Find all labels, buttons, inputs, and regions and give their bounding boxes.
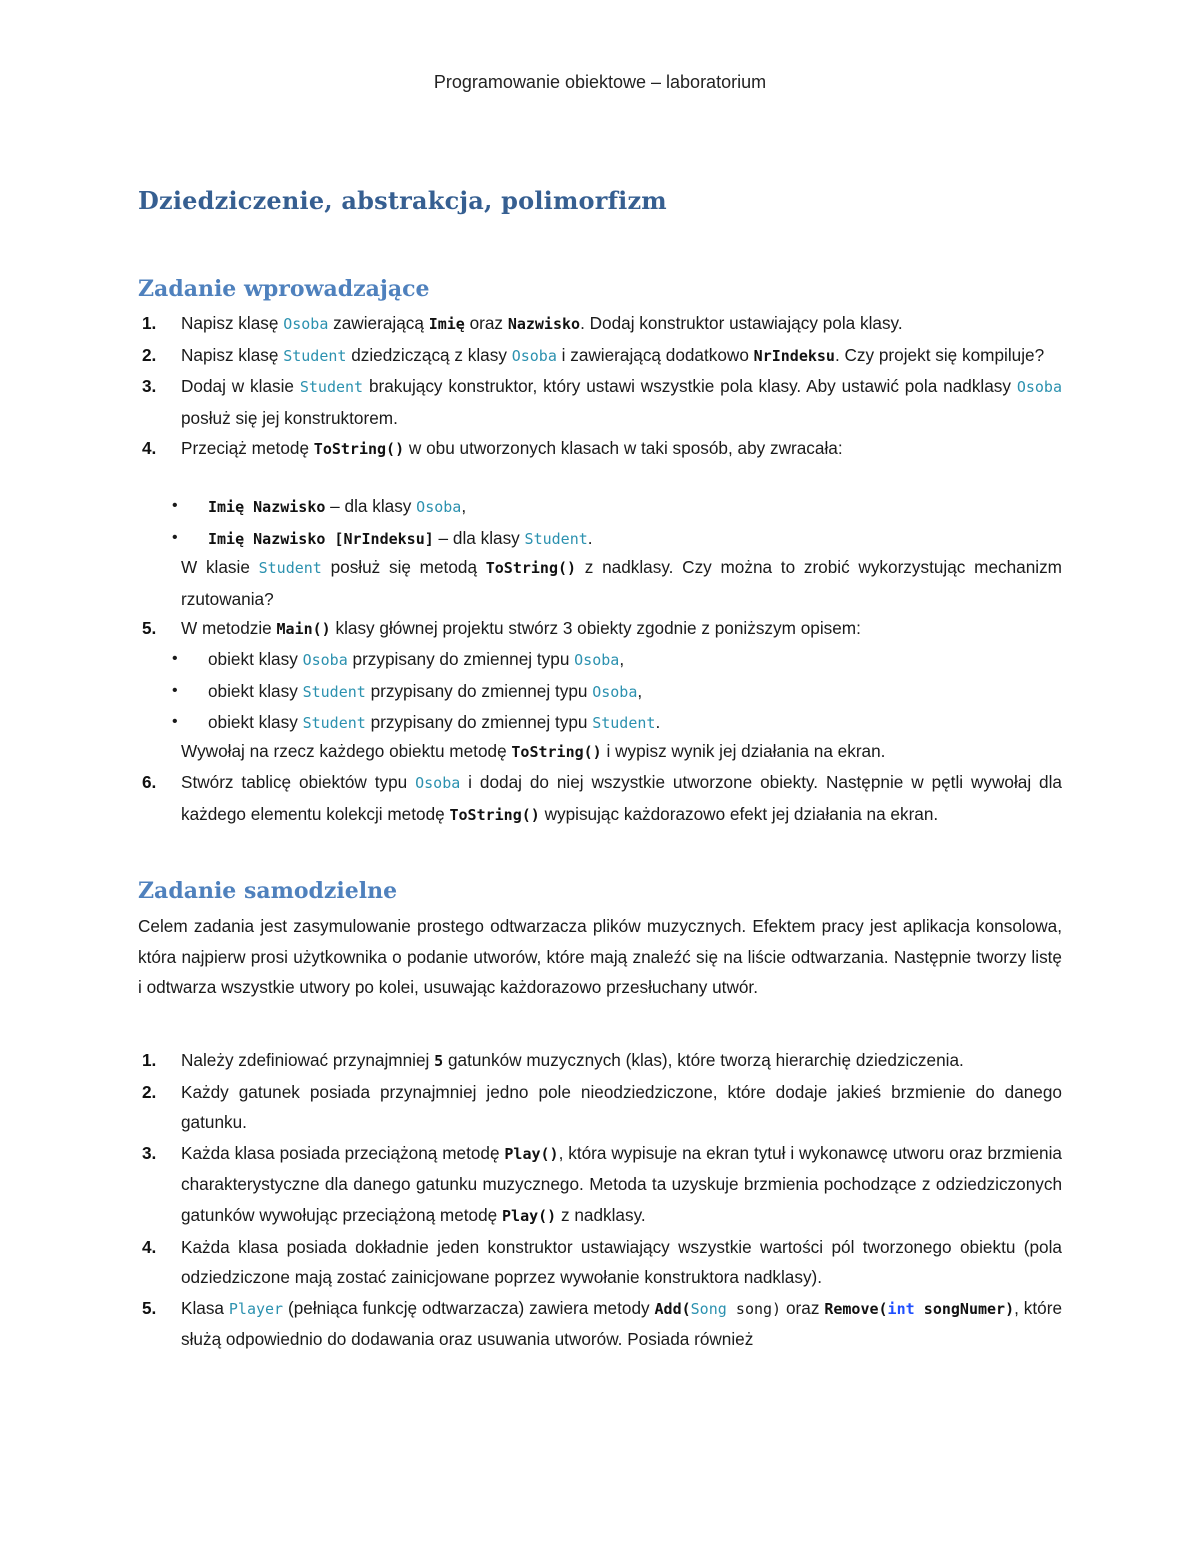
bullet-item [138, 676, 1062, 708]
bullet-item [138, 523, 1062, 555]
text: zawierającą [328, 313, 429, 333]
item-number: 3. [142, 376, 157, 397]
item-number: 1. [142, 313, 157, 333]
item-number: 4. [142, 1236, 157, 1257]
code-method-name: Main() [276, 620, 331, 638]
text: – dla klasy [433, 527, 525, 548]
code-method-name: ToString() [511, 743, 602, 761]
intro-task-list-cont [138, 613, 1062, 645]
paragraph-continuation [138, 736, 1062, 768]
bullet-dot: • [172, 650, 178, 667]
text: obiekt klasy [208, 712, 303, 733]
bullet-dot: • [172, 497, 178, 514]
text: Przeciąż metodę [181, 438, 314, 459]
text: W klasie [181, 557, 259, 577]
code-method-name: Add( [654, 1299, 691, 1318]
code-class-name: Student [258, 559, 322, 577]
bullet-list [138, 644, 1062, 739]
text: z nadklasy. Czy można to zrobić wykorzystując mechanizm rzutowania? [181, 557, 1062, 609]
text: obiekt klasy [208, 649, 303, 669]
bullet-dot: • [172, 713, 178, 731]
text: posłuż się jej konstruktorem. [181, 407, 398, 428]
item-number: 5. [142, 618, 157, 638]
code-class-name: Student [283, 346, 347, 365]
code-class-name: Osoba [416, 498, 462, 516]
section-heading-own-task: Zadanie samodzielne [138, 878, 398, 904]
text: posłuż się metodą [321, 557, 486, 577]
item-number: 6. [142, 772, 157, 792]
code-class-name: Student [524, 529, 588, 548]
code-class-name: Player [228, 1299, 284, 1318]
text: i zawierającą dodatkowo [556, 344, 754, 365]
text: Każda klasa posiada przeciążoną metodę [181, 1142, 505, 1163]
bullet-list [138, 491, 1062, 554]
list-item [138, 433, 1062, 465]
list-item [138, 613, 1062, 645]
text: Klasa [181, 1297, 229, 1318]
text: (pełniąca funkcję odtwarzacza) zawiera metody [283, 1297, 655, 1318]
code-param: song) [726, 1299, 782, 1318]
paragraph-continuation [138, 552, 1062, 614]
text: przypisany do zmiennej typu [365, 712, 593, 733]
section-intro-paragraph: Celem zadania jest zasymulowanie prostego odtwarzacza plików muzycznych. Efektem pracy jest aplikacja konsolowa, która najpierw prosi użytkownika o podanie utworów, które mają znaleźć się na liście odtwarzania. Następnie tworzy listę i odtwarza wszystkie utwory po kolei, usuwając każdorazowo przesłuchany utwór. [138, 916, 1062, 998]
text: , które służą odpowiednio do dodawania oraz usuwania utworów. Posiada również [181, 1297, 1062, 1350]
code-number: 5 [434, 1052, 444, 1070]
code-class-name: Osoba [1016, 378, 1062, 397]
list-item [138, 1138, 1062, 1232]
text: Dodaj w klasie [181, 376, 300, 397]
list-item [138, 1293, 1062, 1355]
text: Należy zdefiniować przynajmniej [181, 1050, 435, 1070]
item-number: 4. [142, 438, 157, 459]
bullet-item [138, 491, 1062, 523]
code-method-name: ToString() [485, 559, 577, 577]
item-number: 2. [142, 344, 157, 365]
text: Napisz klasę [181, 344, 284, 365]
text: gatunków muzycznych (klas), które tworzą hierarchię dziedziczenia. [443, 1050, 964, 1070]
text: Stwórz tablicę obiektów typu [181, 772, 416, 792]
code-class-name: Student [592, 714, 656, 733]
text: – dla klasy [325, 496, 417, 516]
code-class-name: Student [302, 682, 366, 701]
code-param: songNumer) [914, 1299, 1015, 1318]
code-class-name: Osoba [592, 682, 638, 701]
code-class-name: Osoba [302, 651, 348, 669]
text: wypisując każdorazowo efekt jej działania na ekran. [539, 803, 939, 824]
list-item [138, 308, 1062, 340]
code-field-name: Imię [428, 315, 465, 333]
text: . [655, 712, 661, 733]
bullet-item [138, 644, 1062, 676]
text: dziedziczącą z klasy [346, 344, 512, 365]
code-class-name: Osoba [574, 651, 620, 669]
running-header: Programowanie obiektowe – laboratorium [433, 72, 767, 92]
text: oraz [781, 1297, 825, 1318]
text: Każda klasa posiada dokładnie jeden konstruktor ustawiający wszystkie wartości pól tworzonego obiektu (pola odziedziczone mają zostać zainicjowane poprzez wywołanie konstruktora nadklasy). [181, 1236, 1062, 1288]
text: . [587, 527, 593, 548]
list-item [138, 340, 1062, 372]
code-field-name: Nazwisko [507, 315, 581, 333]
text: w obu utworzonych klasach w taki sposób, aby zwracała: [404, 438, 843, 459]
text: . Czy projekt się kompiluje? [834, 344, 1045, 365]
text: obiekt klasy [208, 680, 303, 701]
bullet-dot: • [172, 528, 178, 546]
text: i wypisz wynik jej działania na ekran. [601, 741, 886, 761]
text: , [619, 649, 625, 669]
intro-task-list [138, 308, 1062, 465]
code-method-name: Remove( [824, 1299, 888, 1318]
code-class-name: Student [302, 714, 366, 733]
intro-task-list-cont [138, 767, 1062, 830]
list-item [138, 1077, 1062, 1138]
item-number: 3. [142, 1142, 157, 1163]
bullet-item [138, 707, 1062, 739]
code-type-name: Song [690, 1299, 727, 1318]
document-title: Dziedziczenie, abstrakcja, polimorfizm [138, 186, 667, 215]
text: W metodzie [181, 618, 277, 638]
list-item [138, 1232, 1062, 1293]
own-task-list [138, 1045, 1062, 1355]
text: , która wypisuje na ekran tytuł i wykonawcę utworu oraz brzmienia charakterystyczne dla danego gatunku muzycznego. Metoda ta uzyskuje brzmienia pochodzące z odziedziczonych gatunków wywołując przeciążoną metodę [181, 1142, 1062, 1225]
text: , [461, 496, 467, 516]
text: i dodaj do niej wszystkie utworzone obiekty. Następnie w pętli wywołaj dla każdego elementu kolekcji metodę [181, 772, 1062, 824]
code-keyword: int [887, 1299, 915, 1318]
text: oraz [464, 313, 508, 333]
code-format: Imię Nazwisko [NrIndeksu] [208, 529, 434, 548]
item-number: 5. [142, 1297, 157, 1318]
text: klasy głównej projektu stwórz 3 obiekty zgodnie z poniższym opisem: [330, 618, 861, 638]
list-item [138, 1045, 1062, 1077]
code-method-name: ToString() [313, 440, 405, 459]
text: przypisany do zmiennej typu [365, 680, 593, 701]
code-class-name: Osoba [415, 774, 461, 792]
item-number: 2. [142, 1081, 157, 1102]
code-format: Imię Nazwisko [208, 498, 326, 516]
text: Każdy gatunek posiada przynajmniej jedno pole nieodziedziczone, które dodaje jakieś brzmienie do danego gatunku. [181, 1081, 1062, 1133]
list-item [138, 767, 1062, 830]
code-class-name: Osoba [511, 346, 557, 365]
text: . Dodaj konstruktor ustawiający pola klasy. [580, 313, 903, 333]
text: , [637, 680, 643, 701]
code-field-name: NrIndeksu [753, 346, 835, 365]
bullet-dot: • [172, 681, 178, 699]
code-method-name: ToString() [449, 805, 540, 824]
text: Napisz klasę [181, 313, 284, 333]
text: Wywołaj na rzecz każdego obiektu metodę [181, 741, 512, 761]
section-heading-intro-task: Zadanie wprowadzające [138, 276, 430, 302]
code-method-name: Play() [502, 1206, 557, 1225]
item-number: 1. [142, 1050, 157, 1070]
text: z nadklasy. [556, 1204, 646, 1225]
code-class-name: Student [299, 378, 364, 397]
text: przypisany do zmiennej typu [347, 649, 575, 669]
code-class-name: Osoba [283, 315, 329, 333]
list-item [138, 371, 1062, 433]
text: brakujący konstruktor, który ustawi wszystkie pola klasy. Aby ustawić pola nadklasy [363, 376, 1017, 397]
code-method-name: Play() [504, 1144, 559, 1163]
